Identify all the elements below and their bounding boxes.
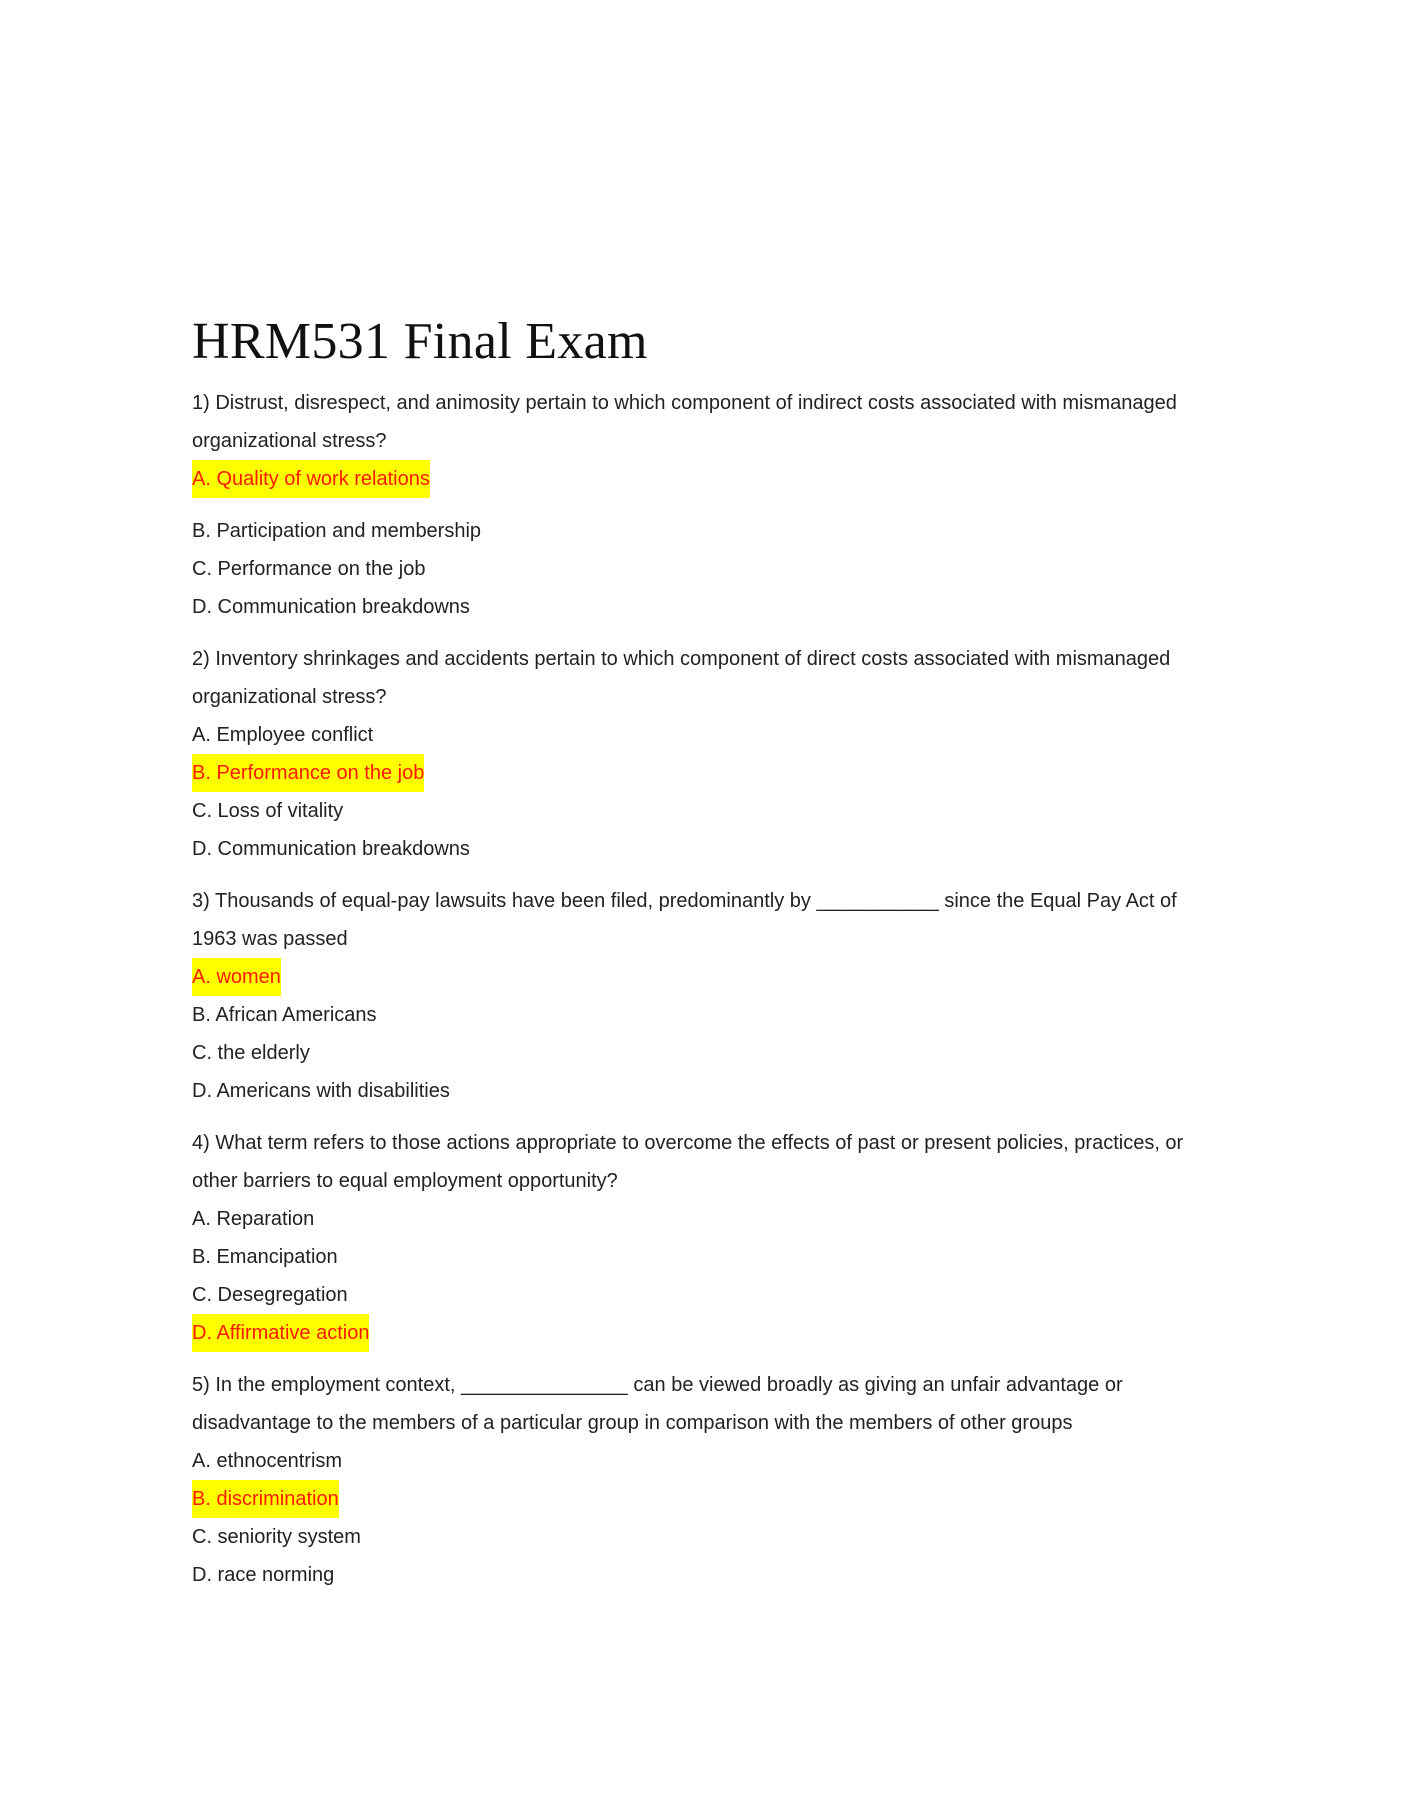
option-label: C. seniority system — [192, 1526, 361, 1548]
option-label: C. Desegregation — [192, 1284, 348, 1306]
option-item — [192, 550, 1192, 588]
question-text: 4) What term refers to those actions appropriate to overcome the effects of past or present policies, practices, or other barriers to equal employment opportunity? — [192, 1132, 1184, 1192]
question-5 — [192, 1366, 1192, 1594]
option-item-correct — [192, 754, 1192, 792]
option-label: A. Employee conflict — [192, 724, 374, 746]
option-item — [192, 1072, 1192, 1110]
option-label: B. Performance on the job — [192, 754, 424, 792]
option-label: B. Emancipation — [192, 1246, 338, 1268]
option-label: B. Participation and membership — [192, 520, 482, 542]
option-item — [192, 1200, 1192, 1238]
option-list — [192, 1442, 1192, 1594]
option-label: C. the elderly — [192, 1042, 310, 1064]
option-item — [192, 830, 1192, 868]
option-item — [192, 716, 1192, 754]
option-list — [192, 958, 1192, 1110]
option-item-correct — [192, 460, 1192, 498]
option-label: D. Communication breakdowns — [192, 838, 470, 860]
option-item — [192, 996, 1192, 1034]
option-item — [192, 1518, 1192, 1556]
question-4 — [192, 1124, 1192, 1352]
exam-page — [192, 310, 1192, 1608]
option-item — [192, 1034, 1192, 1072]
option-item — [192, 1238, 1192, 1276]
option-item-correct — [192, 1480, 1192, 1518]
spacer — [192, 498, 1192, 512]
option-label: C. Performance on the job — [192, 558, 426, 580]
option-label: A. Quality of work relations — [192, 460, 430, 498]
option-label: D. Affirmative action — [192, 1314, 369, 1352]
option-label: B. African Americans — [192, 1004, 377, 1026]
option-item — [192, 1442, 1192, 1480]
question-2 — [192, 640, 1192, 868]
option-item — [192, 512, 1192, 550]
question-text: 1) Distrust, disrespect, and animosity pertain to which component of indirect costs associated with mismanaged organizational stress? — [192, 392, 1177, 452]
option-label: A. ethnocentrism — [192, 1450, 343, 1472]
question-text: 3) Thousands of equal-pay lawsuits have been filed, predominantly by ___________ since the Equal Pay Act of 1963 was passed — [192, 890, 1177, 950]
option-list — [192, 1200, 1192, 1352]
question-1 — [192, 384, 1192, 626]
option-item-correct — [192, 958, 1192, 996]
page-title: HRM531 Final Exam — [192, 313, 648, 370]
option-label: B. discrimination — [192, 1480, 339, 1518]
option-item — [192, 1276, 1192, 1314]
option-list — [192, 716, 1192, 868]
option-item — [192, 1556, 1192, 1594]
option-label: C. Loss of vitality — [192, 800, 344, 822]
option-item-correct — [192, 1314, 1192, 1352]
question-text: 2) Inventory shrinkages and accidents pertain to which component of direct costs associated with mismanaged organizational stress? — [192, 648, 1171, 708]
question-text: 5) In the employment context, _______________ can be viewed broadly as giving an unfair advantage or disadvantage to the members of a particular group in comparison with the members of other groups — [192, 1374, 1123, 1434]
option-list — [192, 460, 1192, 626]
option-label: A. Reparation — [192, 1208, 315, 1230]
option-label: A. women — [192, 958, 281, 996]
option-label: D. race norming — [192, 1564, 335, 1586]
option-label: D. Americans with disabilities — [192, 1080, 450, 1102]
option-label: D. Communication breakdowns — [192, 596, 470, 618]
question-3 — [192, 882, 1192, 1110]
option-item — [192, 588, 1192, 626]
option-item — [192, 792, 1192, 830]
